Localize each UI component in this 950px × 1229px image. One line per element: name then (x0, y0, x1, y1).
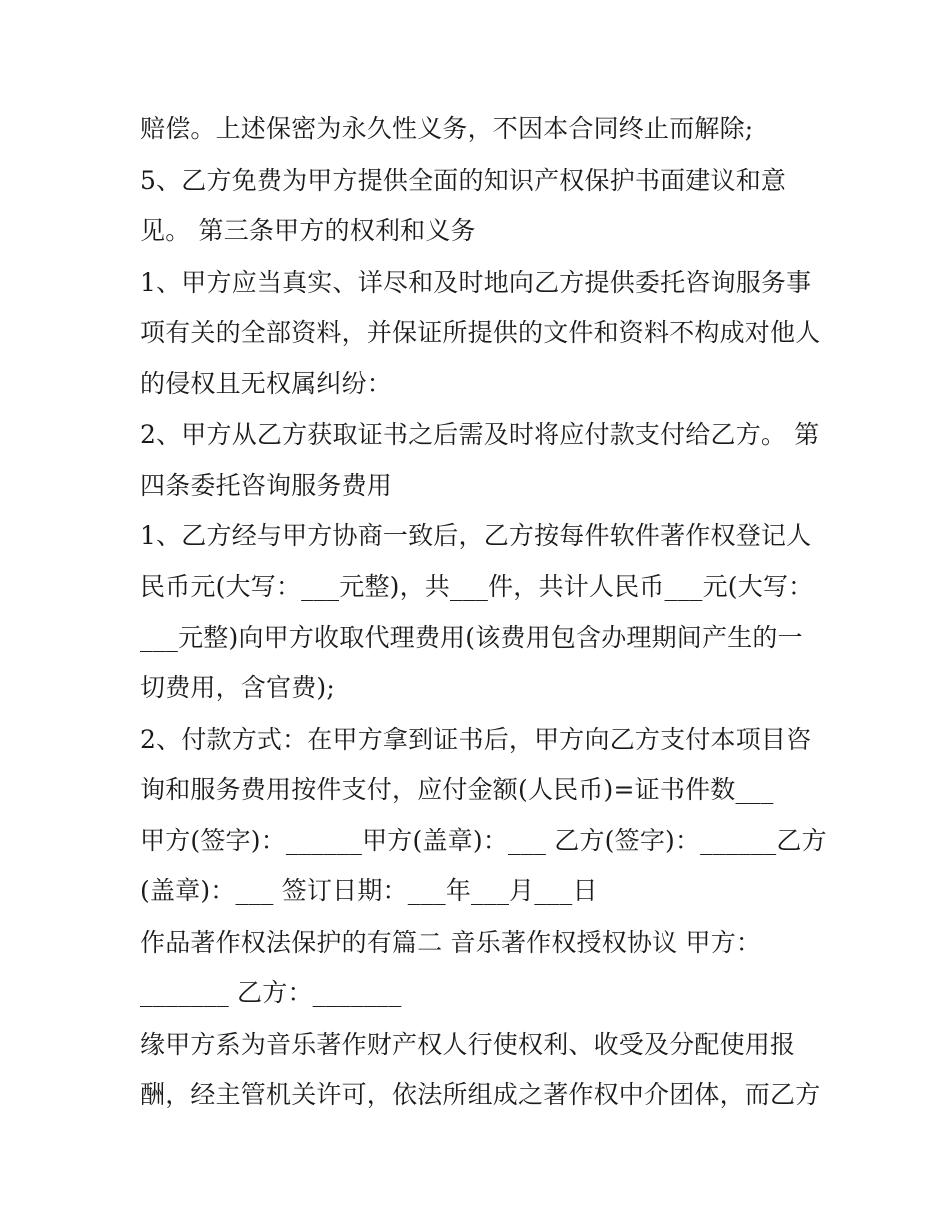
text-line: 民币元(大写：___元整)，共___件，共计人民币___元(大写： (140, 572, 814, 601)
text-line: 酬，经主管机关许可，依法所组成之著作权中介团体，而乙方 (140, 1080, 821, 1109)
text-line: _______ 乙方：_______ (140, 978, 402, 1007)
text-line: 1、甲方应当真实、详尽和及时地向乙方提供委托咨询服务事 (140, 268, 812, 297)
text-line: 项有关的全部资料，并保证所提供的文件和资料不构成对他人 (140, 318, 821, 347)
text-line: 赔偿。上述保密为永久性义务，不因本合同终止而解除; (140, 114, 754, 143)
text-line: 2、甲方从乙方获取证书之后需及时将应付款支付给乙方。 第 (140, 420, 820, 449)
text-line: 见。 第三条甲方的权利和义务 (140, 216, 476, 245)
text-line: ___元整)向甲方收取代理费用(该费用包含办理期间产生的一 (140, 623, 803, 652)
text-line: 2、付款方式：在甲方拿到证书后，甲方向乙方支付本项目咨 (140, 725, 812, 754)
text-line: 5、乙方免费为甲方提供全面的知识产权保护书面建议和意 (140, 166, 787, 195)
text-line: 四条委托咨询服务费用 (140, 471, 393, 500)
text-line: 切费用，含官费); (140, 673, 335, 702)
text-line: 的侵权且无权属纠纷： (140, 369, 393, 398)
text-line: 缘甲方系为音乐著作财产权人行使权利、收受及分配使用报 (140, 1030, 796, 1059)
text-line: 1、乙方经与甲方协商一致后，乙方按每件软件著作权登记人 (140, 521, 812, 550)
text-line: 询和服务费用按件支付，应付金额(人民币)=证书件数___ (140, 775, 774, 804)
text-line: (盖章)：___ 签订日期：___年___月___日 (140, 876, 598, 905)
text-line: 作品著作权法保护的有篇二 音乐著作权授权协议 甲方： (140, 928, 762, 957)
text-line: 甲方(签字)：______甲方(盖章)：___ 乙方(签字)：______乙方 (140, 826, 827, 855)
